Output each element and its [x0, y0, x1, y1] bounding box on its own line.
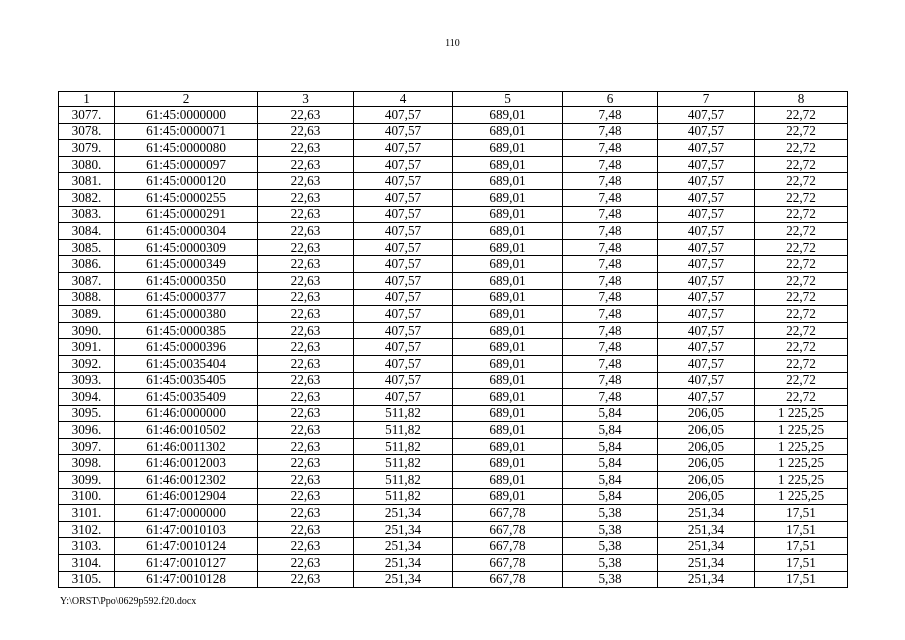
table-cell: 407,57 — [354, 140, 453, 157]
table-cell: 667,78 — [453, 521, 563, 538]
table-cell: 1 225,25 — [755, 422, 848, 439]
table-cell: 61:46:0000000 — [115, 405, 258, 422]
table-cell: 22,63 — [258, 107, 354, 124]
table-cell: 61:47:0010103 — [115, 521, 258, 538]
table-cell: 61:45:0000349 — [115, 256, 258, 273]
table-cell: 3080. — [59, 156, 115, 173]
table-row — [59, 521, 848, 538]
table-cell: 3090. — [59, 322, 115, 339]
table-cell: 22,63 — [258, 472, 354, 489]
table-cell: 3096. — [59, 422, 115, 439]
table-cell: 689,01 — [453, 107, 563, 124]
table-row — [59, 256, 848, 273]
table-cell: 689,01 — [453, 239, 563, 256]
table-cell: 61:46:0012003 — [115, 455, 258, 472]
table-cell: 407,57 — [658, 140, 755, 157]
table-cell: 5,84 — [563, 405, 658, 422]
table-cell: 22,72 — [755, 355, 848, 372]
table-cell: 22,63 — [258, 538, 354, 555]
table-cell: 3081. — [59, 173, 115, 190]
table-cell: 3094. — [59, 389, 115, 406]
table-cell: 689,01 — [453, 488, 563, 505]
table-cell: 3099. — [59, 472, 115, 489]
table-cell: 22,72 — [755, 173, 848, 190]
table-cell: 61:47:0010128 — [115, 571, 258, 588]
table-cell: 3100. — [59, 488, 115, 505]
table-cell: 7,48 — [563, 239, 658, 256]
table-cell: 407,57 — [354, 223, 453, 240]
table-cell: 407,57 — [354, 173, 453, 190]
table-cell: 5,84 — [563, 438, 658, 455]
table-row — [59, 571, 848, 588]
table-cell: 407,57 — [354, 189, 453, 206]
table-cell: 7,48 — [563, 372, 658, 389]
table-cell: 22,63 — [258, 306, 354, 323]
table-cell: 22,72 — [755, 372, 848, 389]
table-row — [59, 322, 848, 339]
table-cell: 407,57 — [658, 289, 755, 306]
table-row — [59, 538, 848, 555]
table-cell: 3095. — [59, 405, 115, 422]
table-cell: 7,48 — [563, 140, 658, 157]
table-cell: 407,57 — [658, 107, 755, 124]
table-cell: 5,38 — [563, 505, 658, 522]
table-cell: 7,48 — [563, 389, 658, 406]
table-row — [59, 355, 848, 372]
table-cell: 5,84 — [563, 488, 658, 505]
table-cell: 22,63 — [258, 123, 354, 140]
table-cell: 22,63 — [258, 422, 354, 439]
table-cell: 3097. — [59, 438, 115, 455]
table-cell: 61:45:0000385 — [115, 322, 258, 339]
table-cell: 17,51 — [755, 571, 848, 588]
table-row — [59, 272, 848, 289]
table-cell: 61:45:0000097 — [115, 156, 258, 173]
table-cell: 407,57 — [658, 339, 755, 356]
table-cell: 61:46:0010502 — [115, 422, 258, 439]
table-cell: 22,72 — [755, 322, 848, 339]
table-cell: 206,05 — [658, 455, 755, 472]
table-cell: 22,63 — [258, 339, 354, 356]
table-cell: 61:45:0000080 — [115, 140, 258, 157]
table-cell: 689,01 — [453, 272, 563, 289]
page-number: 110 — [445, 38, 460, 49]
table-cell: 22,63 — [258, 272, 354, 289]
table-cell: 61:45:0000304 — [115, 223, 258, 240]
table-cell: 22,63 — [258, 239, 354, 256]
table-cell: 689,01 — [453, 372, 563, 389]
table-cell: 61:45:0000000 — [115, 107, 258, 124]
table-cell: 3082. — [59, 189, 115, 206]
table-row — [59, 156, 848, 173]
table-cell: 689,01 — [453, 322, 563, 339]
table-cell: 22,63 — [258, 488, 354, 505]
table-cell: 511,82 — [354, 488, 453, 505]
table-cell: 61:45:0000380 — [115, 306, 258, 323]
table-cell: 7,48 — [563, 107, 658, 124]
table-cell: 511,82 — [354, 405, 453, 422]
table-cell: 689,01 — [453, 438, 563, 455]
table-cell: 407,57 — [354, 272, 453, 289]
table-cell: 5,38 — [563, 538, 658, 555]
table-cell: 667,78 — [453, 538, 563, 555]
table-cell: 3104. — [59, 555, 115, 572]
table-cell: 5,38 — [563, 571, 658, 588]
table-cell: 251,34 — [658, 571, 755, 588]
table-cell: 22,63 — [258, 156, 354, 173]
table-cell: 61:45:0000120 — [115, 173, 258, 190]
table-cell: 7,48 — [563, 189, 658, 206]
table-row — [59, 422, 848, 439]
table-cell: 251,34 — [354, 538, 453, 555]
table-cell: 206,05 — [658, 405, 755, 422]
table-cell: 667,78 — [453, 555, 563, 572]
table-cell: 251,34 — [354, 505, 453, 522]
table-cell: 7,48 — [563, 289, 658, 306]
table-cell: 407,57 — [354, 355, 453, 372]
table-cell: 1 225,25 — [755, 438, 848, 455]
table-cell: 3077. — [59, 107, 115, 124]
table-cell: 61:47:0000000 — [115, 505, 258, 522]
table-row — [59, 455, 848, 472]
table-cell: 17,51 — [755, 538, 848, 555]
table-cell: 407,57 — [658, 355, 755, 372]
table-cell: 17,51 — [755, 505, 848, 522]
table-cell: 22,72 — [755, 256, 848, 273]
table-cell: 22,63 — [258, 206, 354, 223]
table-cell: 689,01 — [453, 422, 563, 439]
table-cell: 251,34 — [354, 571, 453, 588]
table-cell: 22,63 — [258, 505, 354, 522]
table-cell: 7,48 — [563, 123, 658, 140]
table-cell: 407,57 — [354, 322, 453, 339]
table-cell: 407,57 — [354, 239, 453, 256]
table-cell: 3092. — [59, 355, 115, 372]
table-cell: 7,48 — [563, 256, 658, 273]
table-row — [59, 107, 848, 124]
table-cell: 407,57 — [354, 156, 453, 173]
table-cell: 689,01 — [453, 256, 563, 273]
table-cell: 3105. — [59, 571, 115, 588]
table-cell: 3079. — [59, 140, 115, 157]
table-cell: 206,05 — [658, 438, 755, 455]
table-row — [59, 140, 848, 157]
table-cell: 22,72 — [755, 306, 848, 323]
table-cell: 3084. — [59, 223, 115, 240]
table-cell: 251,34 — [354, 555, 453, 572]
table-cell: 7,48 — [563, 306, 658, 323]
table-cell: 22,72 — [755, 156, 848, 173]
table-row — [59, 306, 848, 323]
table-row — [59, 123, 848, 140]
column-header: 6 — [563, 92, 658, 107]
table-cell: 22,72 — [755, 123, 848, 140]
table-cell: 3101. — [59, 505, 115, 522]
table-cell: 206,05 — [658, 472, 755, 489]
table-cell: 22,63 — [258, 289, 354, 306]
table-cell: 7,48 — [563, 206, 658, 223]
table-cell: 407,57 — [354, 123, 453, 140]
table-row — [59, 405, 848, 422]
table-cell: 5,38 — [563, 555, 658, 572]
table-cell: 511,82 — [354, 422, 453, 439]
column-header: 1 — [59, 92, 115, 107]
table-cell: 22,72 — [755, 107, 848, 124]
table-cell: 3098. — [59, 455, 115, 472]
table-cell: 22,72 — [755, 140, 848, 157]
table-cell: 61:46:0012904 — [115, 488, 258, 505]
table-cell: 22,63 — [258, 389, 354, 406]
table-cell: 61:45:0000350 — [115, 272, 258, 289]
table-cell: 22,72 — [755, 289, 848, 306]
table-cell: 61:46:0012302 — [115, 472, 258, 489]
table-cell: 61:45:0035404 — [115, 355, 258, 372]
table-cell: 407,57 — [354, 206, 453, 223]
table-cell: 22,63 — [258, 189, 354, 206]
table-cell: 3087. — [59, 272, 115, 289]
table-cell: 22,63 — [258, 455, 354, 472]
table-cell: 407,57 — [354, 389, 453, 406]
table-cell: 407,57 — [658, 322, 755, 339]
table-cell: 3093. — [59, 372, 115, 389]
table-cell: 61:45:0000071 — [115, 123, 258, 140]
table-cell: 22,72 — [755, 223, 848, 240]
table-cell: 61:46:0011302 — [115, 438, 258, 455]
table-row — [59, 389, 848, 406]
table-cell: 667,78 — [453, 505, 563, 522]
table-cell: 22,63 — [258, 355, 354, 372]
table-cell: 689,01 — [453, 189, 563, 206]
table-cell: 689,01 — [453, 306, 563, 323]
table-cell: 3088. — [59, 289, 115, 306]
table-row — [59, 472, 848, 489]
table-cell: 22,72 — [755, 206, 848, 223]
table-row — [59, 438, 848, 455]
table-cell: 689,01 — [453, 140, 563, 157]
table-cell: 407,57 — [354, 289, 453, 306]
table-cell: 22,72 — [755, 339, 848, 356]
table-cell: 7,48 — [563, 339, 658, 356]
table-cell: 407,57 — [658, 123, 755, 140]
table-cell: 689,01 — [453, 405, 563, 422]
table-cell: 5,84 — [563, 455, 658, 472]
table-cell: 689,01 — [453, 339, 563, 356]
table-row — [59, 189, 848, 206]
table-cell: 61:45:0000396 — [115, 339, 258, 356]
table-cell: 407,57 — [658, 272, 755, 289]
table-cell: 61:47:0010127 — [115, 555, 258, 572]
table-cell: 407,57 — [354, 107, 453, 124]
table-cell: 17,51 — [755, 521, 848, 538]
table-cell: 5,84 — [563, 472, 658, 489]
table-header-row — [59, 92, 848, 107]
table-row — [59, 339, 848, 356]
table-row — [59, 289, 848, 306]
table-cell: 407,57 — [658, 256, 755, 273]
table-cell: 3085. — [59, 239, 115, 256]
table-cell: 407,57 — [658, 372, 755, 389]
column-header: 4 — [354, 92, 453, 107]
table-cell: 407,57 — [658, 239, 755, 256]
table-cell: 1 225,25 — [755, 488, 848, 505]
table-cell: 511,82 — [354, 455, 453, 472]
table-cell: 689,01 — [453, 472, 563, 489]
column-header: 8 — [755, 92, 848, 107]
table-cell: 22,72 — [755, 189, 848, 206]
table-cell: 7,48 — [563, 223, 658, 240]
table-cell: 3089. — [59, 306, 115, 323]
table-cell: 689,01 — [453, 156, 563, 173]
table-cell: 61:45:0000309 — [115, 239, 258, 256]
table-cell: 251,34 — [658, 505, 755, 522]
table-cell: 3091. — [59, 339, 115, 356]
data-table — [58, 91, 848, 588]
table-row — [59, 372, 848, 389]
table-cell: 17,51 — [755, 555, 848, 572]
table-cell: 3083. — [59, 206, 115, 223]
table-cell: 3102. — [59, 521, 115, 538]
table-cell: 407,57 — [354, 339, 453, 356]
footer-file-path: Y:\ORST\Ppo\0629p592.f20.docx — [60, 596, 197, 607]
table-cell: 667,78 — [453, 571, 563, 588]
table-cell: 206,05 — [658, 488, 755, 505]
table-cell: 22,63 — [258, 256, 354, 273]
table-cell: 7,48 — [563, 173, 658, 190]
table-cell: 206,05 — [658, 422, 755, 439]
table-cell: 22,72 — [755, 272, 848, 289]
table-cell: 407,57 — [658, 156, 755, 173]
table-cell: 22,63 — [258, 438, 354, 455]
table-cell: 689,01 — [453, 206, 563, 223]
table-cell: 689,01 — [453, 123, 563, 140]
table-cell: 511,82 — [354, 472, 453, 489]
table-cell: 251,34 — [354, 521, 453, 538]
table-row — [59, 173, 848, 190]
table-row — [59, 223, 848, 240]
table-cell: 22,63 — [258, 372, 354, 389]
column-header: 5 — [453, 92, 563, 107]
table-cell: 5,38 — [563, 521, 658, 538]
table-cell: 22,63 — [258, 521, 354, 538]
table-cell: 407,57 — [658, 206, 755, 223]
table-cell: 407,57 — [658, 189, 755, 206]
table-cell: 7,48 — [563, 355, 658, 372]
table-cell: 689,01 — [453, 173, 563, 190]
table-cell: 61:45:0000255 — [115, 189, 258, 206]
table-cell: 61:45:0035405 — [115, 372, 258, 389]
table-cell: 22,63 — [258, 173, 354, 190]
table-cell: 689,01 — [453, 355, 563, 372]
table-cell: 407,57 — [658, 306, 755, 323]
table-cell: 407,57 — [658, 173, 755, 190]
table-cell: 22,63 — [258, 571, 354, 588]
table-cell: 511,82 — [354, 438, 453, 455]
table-cell: 61:45:0000377 — [115, 289, 258, 306]
table-cell: 22,63 — [258, 555, 354, 572]
table-cell: 407,57 — [354, 306, 453, 323]
column-header: 3 — [258, 92, 354, 107]
table-cell: 22,63 — [258, 140, 354, 157]
table-row — [59, 505, 848, 522]
table-cell: 7,48 — [563, 322, 658, 339]
table-cell: 61:47:0010124 — [115, 538, 258, 555]
table-cell: 61:45:0000291 — [115, 206, 258, 223]
table-cell: 22,63 — [258, 223, 354, 240]
table-row — [59, 488, 848, 505]
table-cell: 7,48 — [563, 272, 658, 289]
table-cell: 407,57 — [658, 389, 755, 406]
table-cell: 407,57 — [658, 223, 755, 240]
table-cell: 689,01 — [453, 223, 563, 240]
column-header: 2 — [115, 92, 258, 107]
table-cell: 1 225,25 — [755, 472, 848, 489]
table-cell: 5,84 — [563, 422, 658, 439]
table-cell: 3103. — [59, 538, 115, 555]
table-cell: 251,34 — [658, 555, 755, 572]
table-cell: 689,01 — [453, 455, 563, 472]
table-cell: 7,48 — [563, 156, 658, 173]
table-row — [59, 206, 848, 223]
table-cell: 689,01 — [453, 389, 563, 406]
table-body — [59, 92, 848, 588]
column-header: 7 — [658, 92, 755, 107]
table-cell: 251,34 — [658, 538, 755, 555]
table-row — [59, 239, 848, 256]
table-cell: 22,63 — [258, 405, 354, 422]
table-cell: 61:45:0035409 — [115, 389, 258, 406]
table-cell: 251,34 — [658, 521, 755, 538]
table-cell: 1 225,25 — [755, 455, 848, 472]
table-cell: 1 225,25 — [755, 405, 848, 422]
table-cell: 22,72 — [755, 389, 848, 406]
table-cell: 3078. — [59, 123, 115, 140]
table-cell: 22,63 — [258, 322, 354, 339]
table-cell: 22,72 — [755, 239, 848, 256]
table-cell: 689,01 — [453, 289, 563, 306]
table-cell: 407,57 — [354, 256, 453, 273]
table-cell: 3086. — [59, 256, 115, 273]
table-row — [59, 555, 848, 572]
table-cell: 407,57 — [354, 372, 453, 389]
